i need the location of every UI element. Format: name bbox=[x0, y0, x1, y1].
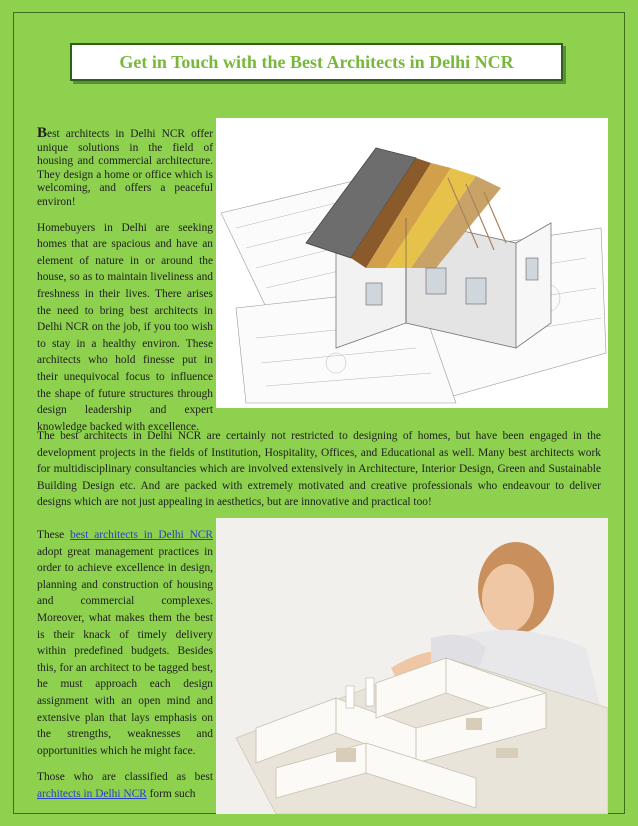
intro-text: est architects in Delhi NCR offer unique solutions in the field of housing and commercial architecture. They design a home or office which is welcoming, and offers a peaceful environ! bbox=[37, 128, 213, 208]
full-width-paragraph bbox=[37, 428, 601, 511]
classified-paragraph bbox=[37, 769, 213, 802]
architects-delhi-link[interactable]: architects in Delhi NCR bbox=[37, 787, 147, 800]
management-text-end: adopt great management practices in order to achieve excellence in design, planning and construction of housing and commercial complexes. Moreover, what makes them the best is their knack of timely delivery within predefined budgets. Besides this, for an architect to be tagged best, he must approach each design assignment with an open mind and extensive plan that lays emphasis on the strengths, weaknesses and opportunities which he might face. bbox=[37, 545, 213, 757]
homebuyers-paragraph: Homebuyers in Delhi are seeking homes that are spacious and have an element of nature in or around the house, so as to maintain liveliness and freshness in their lives. There arises the need to bring best architects in Delhi NCR on the job, if you too wish to stay in a healthy environ. These architects who hold finesse put in their unequivocal focus to influence the shape of future structures through design leadership and expert knowledge backed with excellence. bbox=[37, 221, 213, 433]
house-cutaway-image bbox=[216, 118, 608, 408]
classified-text-end: form such bbox=[146, 787, 196, 800]
drop-cap: B bbox=[37, 125, 48, 141]
management-paragraph bbox=[37, 527, 213, 759]
title-banner bbox=[70, 43, 563, 81]
best-architects-link[interactable]: best architects in Delhi NCR bbox=[70, 529, 213, 541]
management-text-start: These bbox=[37, 529, 71, 541]
development-paragraph: The best architects in Delhi NCR are certainly not restricted to designing of homes, but have been engaged in the development projects in the fields of Institution, Hospitality, Offices, and Educational as well. Many best architects work for multidisciplinary consultancies which are involved extensively in Architecture, Interior Design, Green and Sustainable Building Design etc. And are packed with extremely motivated and creative professionals who endeavour to deliver designs which are not just appealing in aesthetics, but are innovative and practical too! bbox=[37, 430, 601, 509]
classified-text-start: Those who are classified as best bbox=[37, 771, 213, 784]
left-column-bottom bbox=[37, 527, 213, 813]
left-column-top bbox=[37, 127, 213, 445]
page-title: Get in Touch with the Best Architects in Delhi NCR bbox=[119, 51, 514, 72]
intro-paragraph bbox=[37, 127, 213, 210]
architect-model-image bbox=[216, 518, 608, 814]
